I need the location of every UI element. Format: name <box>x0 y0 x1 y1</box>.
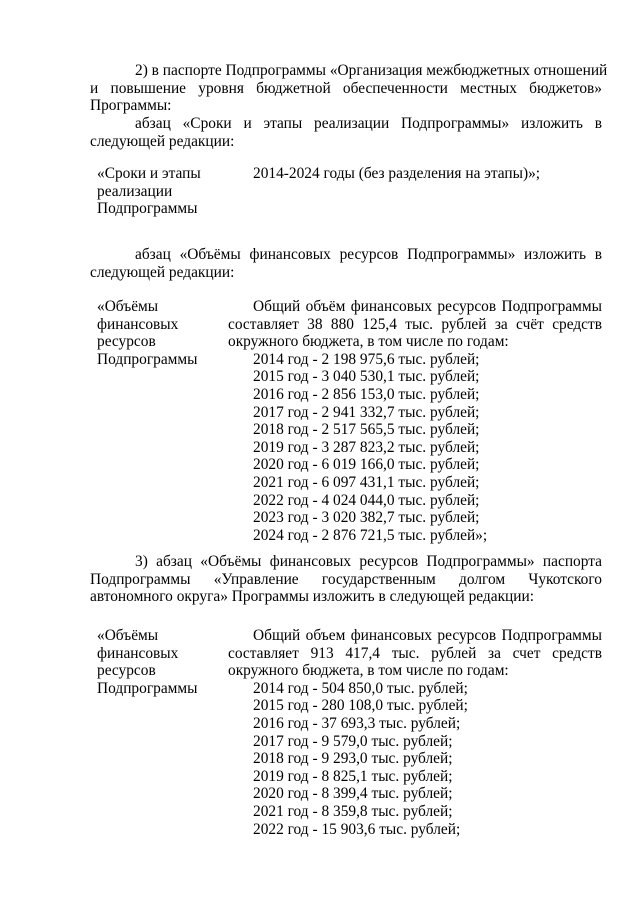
year-line: 2019 год - 8 825,1 тыс. рублей; <box>253 767 453 785</box>
year-line: 2023 год - 3 020 382,7 тыс. рублей; <box>253 509 480 527</box>
value-line: окружного бюджета, в том числе по годам: <box>228 662 509 680</box>
text-line: 2) в паспорте Подпрограммы «Организация межбюджетных отношений <box>135 62 608 79</box>
label-line: финансовых <box>97 644 179 662</box>
label-line: «Сроки и этапы <box>97 165 201 182</box>
year-line: 2021 год - 6 097 431,1 тыс. рублей; <box>253 473 480 491</box>
paragraph-terms <box>90 115 602 150</box>
year-line: 2015 год - 3 040 530,1 тыс. рублей; <box>253 368 480 386</box>
label-line: реализации <box>97 182 173 200</box>
finance-label-1 <box>97 298 227 368</box>
year-line: 2016 год - 37 693,3 тыс. рублей; <box>253 714 461 732</box>
year-line: 2019 год - 3 287 823,2 тыс. рублей; <box>253 438 480 456</box>
text-line: абзац «Объёмы финансовых ресурсов Подпрограммы» изложить в <box>135 246 602 263</box>
paragraph-finance <box>90 246 602 281</box>
finance-label-2 <box>97 627 227 697</box>
section2-intro <box>90 62 608 115</box>
year-line: 2015 год - 280 108,0 тыс. рублей; <box>253 697 468 715</box>
year-line: 2021 год - 8 359,8 тыс. рублей; <box>253 802 453 820</box>
year-line: 2017 год - 9 579,0 тыс. рублей; <box>253 732 453 750</box>
year-line: 2014 год - 2 198 975,6 тыс. рублей; <box>253 350 480 368</box>
text-line: абзац «Сроки и этапы реализации Подпрограммы» изложить в <box>135 115 602 132</box>
text-line: следующей редакции: <box>90 132 235 150</box>
value-line: Общий объем финансовых ресурсов Подпрограммы <box>253 627 602 644</box>
text-line: Программы: <box>90 97 172 115</box>
year-line: 2020 год - 8 399,4 тыс. рублей; <box>253 785 453 803</box>
year-line: 2018 год - 9 293,0 тыс. рублей; <box>253 750 453 768</box>
label-line: ресурсов <box>97 662 156 680</box>
label-line: финансовых <box>97 315 179 333</box>
value-line: Общий объём финансовых ресурсов Подпрограммы <box>253 298 602 315</box>
terms-value <box>228 165 602 183</box>
label-line: Подпрограммы <box>97 679 198 697</box>
terms-label <box>97 165 227 218</box>
text-line: автономного округа» Программы изложить в следующей редакции: <box>90 588 535 606</box>
value-line: составляет 913 417,4 тыс. рублей за счет средств <box>228 644 602 662</box>
value-line: составляет 38 880 125,4 тыс. рублей за счёт средств <box>228 315 602 333</box>
text-line: следующей редакции: <box>90 263 235 281</box>
year-line: 2016 год - 2 856 153,0 тыс. рублей; <box>253 385 480 403</box>
finance-value-1 <box>228 298 602 544</box>
year-line: 2022 год - 15 903,6 тыс. рублей; <box>253 820 461 838</box>
year-line: 2017 год - 2 941 332,7 тыс. рублей; <box>253 403 480 421</box>
year-line: 2024 год - 2 876 721,5 тыс. рублей»; <box>253 526 488 544</box>
text-line: 3) абзац «Объёмы финансовых ресурсов Подпрограммы» паспорта <box>135 553 602 570</box>
label-line: Подпрограммы <box>97 350 198 368</box>
label-line: Подпрограммы <box>97 200 198 218</box>
year-line: 2020 год - 6 019 166,0 тыс. рублей; <box>253 456 480 474</box>
section3-intro <box>90 553 602 606</box>
finance-value-2 <box>228 627 602 838</box>
text-line: Подпрограммы «Управление государственным долгом Чукотского <box>90 570 602 588</box>
value-line: 2014-2024 годы (без разделения на этапы)»; <box>253 165 541 182</box>
label-line: «Объёмы <box>97 298 159 315</box>
year-line: 2018 год - 2 517 565,5 тыс. рублей; <box>253 421 480 439</box>
year-line: 2014 год - 504 850,0 тыс. рублей; <box>253 679 468 697</box>
label-line: ресурсов <box>97 333 156 351</box>
value-line: окружного бюджета, в том числе по годам: <box>228 333 509 351</box>
label-line: «Объёмы <box>97 627 159 644</box>
year-line: 2022 год - 4 024 044,0 тыс. рублей; <box>253 491 480 509</box>
text-line: и повышение уровня бюджетной обеспеченности местных бюджетов» <box>90 79 602 97</box>
